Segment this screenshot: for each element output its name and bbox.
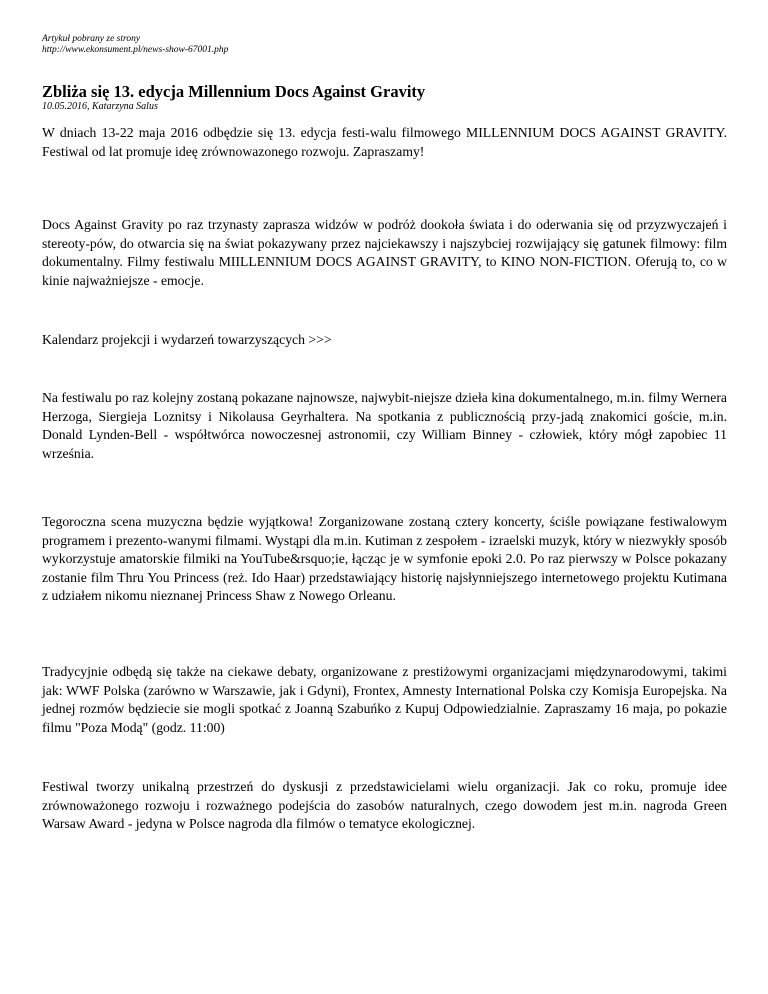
source-url: http://www.ekonsument.pl/news-show-67001.php <box>42 45 229 55</box>
article-paragraph: Tegoroczna scena muzyczna będzie wyjątkowa! Zorganizowane zostaną cztery koncerty, ściśle powiązane festiwalowym programem i prezento-wanymi filmami. Wystąpi dla m.in. Kutiman z zespołem - izraelski muzyk, który w niezwykły sposób wykorzystuje amatorskie filmiki na YouTube&rsquo;ie, łącząc je w symfonie epoki 2.0. Po raz pierwszy w Polsce pokazany zostanie film Thru You Princess (reż. Ido Haar) przedstawiający historię najsłynniejszego internetowego projektu Kutimana z udziałem nikomu nieznanej Princess Shaw z Nowego Orleanu. <box>42 514 727 603</box>
calendar-paragraph <box>42 331 727 350</box>
source-label: Artykuł pobrany ze strony <box>42 34 141 44</box>
article-title: Zbliża się 13. edycja Millennium Docs Against Gravity <box>42 82 426 101</box>
source-note <box>42 34 228 56</box>
article-paragraph: Tradycyjnie odbędą się także na ciekawe debaty, organizowane z prestiżowymi organizacjami międzynarodowymi, takimi jak: WWF Polska (zarówno w Warszawie, jak i Gdyni), Frontex, Amnesty International Polska czy Komisja Europejska. Na jednej rozmów będziecie sie mogli spotkać z Joanną Szabuńko z Kupuj Odpowiedzialnie. Zapraszamy 16 maja, po pokazie filmu "Poza Modą" (godz. 11:00) <box>42 664 727 735</box>
article-paragraph: Docs Against Gravity po raz trzynasty zaprasza widzów w podróż dookoła świata i do oderwania się od przyzwyczajeń i stereoty-pów, do otwarcia się na świat pokazywany przez najciekawszy i najszybciej rozwijający się gatunek filmowy: film dokumentalny. Filmy festiwalu MIILLENNIUM DOCS AGAINST GRAVITY, to KINO NON-FICTION. Oferują to, co w kinie najważniejsze - emocje. <box>42 217 727 288</box>
calendar-link[interactable]: Kalendarz projekcji i wydarzeń towarzyszących >>> <box>42 332 332 347</box>
article-paragraph: Na festiwalu po raz kolejny zostaną pokazane najnowsze, najwybit-niejsze dzieła kina dokumentalnego, m.in. filmy Wernera Herzoga, Siergieja Loznitsy i Nikolausa Geyrhaltera. Na spotkania z publicznością przy-jadą znakomici goście, m.in. Donald Lynden-Bell - współtwórca nowoczesnej astronomii, czy William Binney - człowiek, który mógł zapobiec 11 września. <box>42 390 727 461</box>
article-paragraph: Festiwal tworzy unikalną przestrzeń do dyskusji z przedstawicielami wielu organizacji. Jak co roku, promuje idee zrównoważonego rozwoju i rozważnego podejścia do zasobów naturalnych, czego dowodem jest m.in. nagroda Green Warsaw Award - jedyna w Polsce nagroda dla filmów o tematyce ekologicznej. <box>42 779 727 831</box>
article-byline: 10.05.2016, Katarzyna Salus <box>42 101 158 112</box>
article-paragraph-intro: W dniach 13-22 maja 2016 odbędzie się 13. edycja festi-walu filmowego MILLENNIUM DOCS AGAINST GRAVITY. Festiwal od lat promuje ideę zrównowazonego rozwoju. Zapraszamy! <box>42 125 727 159</box>
